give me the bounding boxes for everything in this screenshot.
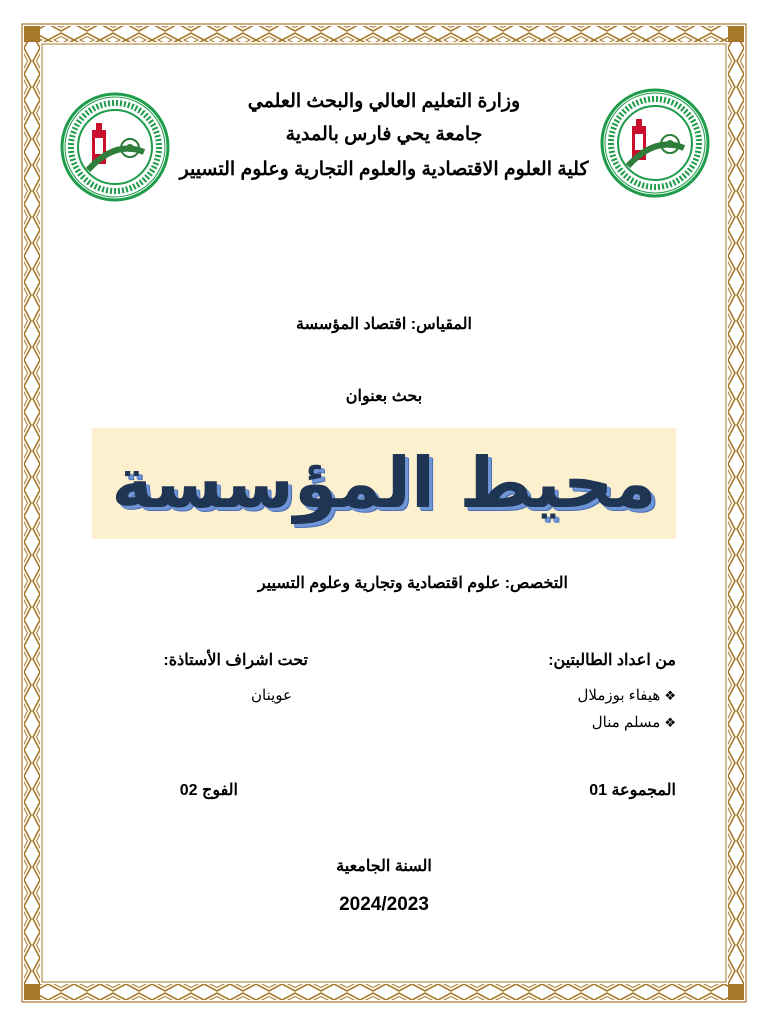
student-item <box>577 686 676 704</box>
student-name: مسلم منال <box>591 714 661 731</box>
section-number: الفوج 02 <box>179 782 238 799</box>
faculty-name: كلية العلوم الاقتصادية والعلوم التجارية وعلوم التسيير <box>179 159 589 180</box>
academic-year: 2024/2023 <box>339 894 429 915</box>
diamond-bullet-icon: ❖ <box>664 715 676 730</box>
student-name: هيفاء بوزملال <box>577 687 661 704</box>
group-number: المجموعة 01 <box>589 782 676 799</box>
university-name: جامعة يحي فارس بالمدية <box>285 124 483 145</box>
specialty: التخصص: علوم اقتصادية وتجارية وعلوم التسيير <box>257 575 568 592</box>
academic-year-label: السنة الجامعية <box>336 858 432 875</box>
diamond-bullet-icon: ❖ <box>664 688 676 703</box>
main-title: محيط المؤسسة <box>111 442 657 524</box>
supervisor-name: عوينان <box>251 687 292 704</box>
supervisor-label: تحت اشراف الأستاذة: <box>163 652 308 669</box>
prepared-by-label: من اعداد الطالبتين: <box>548 652 676 669</box>
research-label: بحث بعنوان <box>345 388 423 405</box>
ministry-name: وزارة التعليم العالي والبحث العلمي <box>247 91 521 112</box>
student-item <box>592 713 676 731</box>
module-name: المقياس: اقتصاد المؤسسة <box>295 316 472 333</box>
